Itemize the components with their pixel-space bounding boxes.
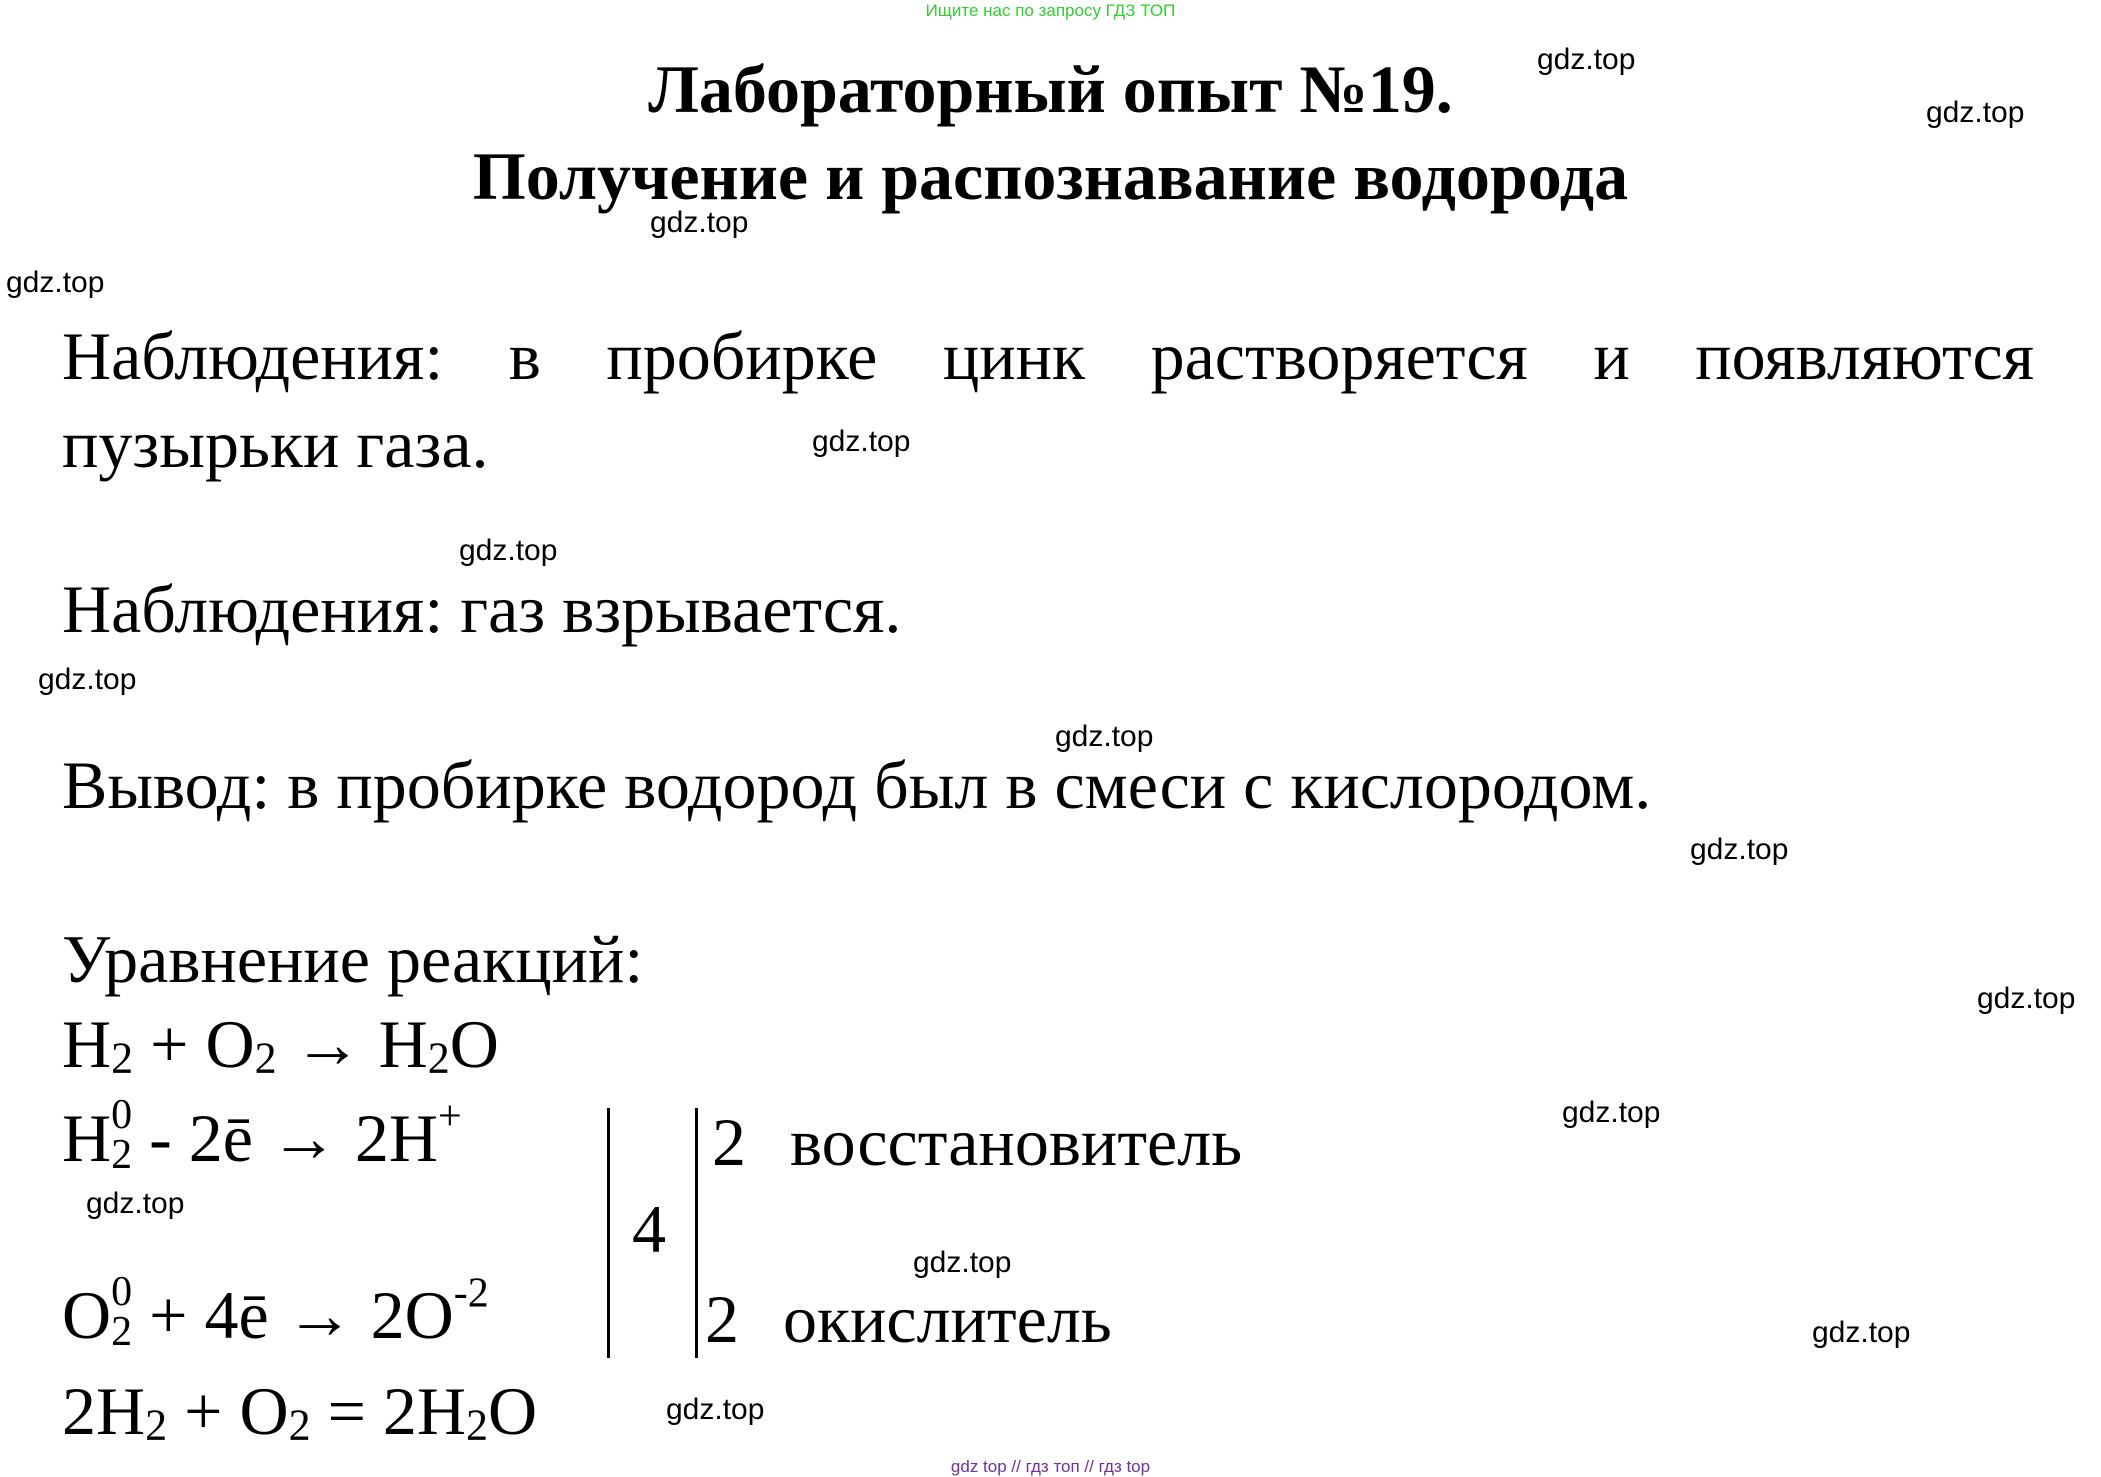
role-oxidizer: окислитель [783,1281,1112,1357]
half-reaction-oxygen: O 0 2 + 4ē → $2O^{-2}$ [62,1269,489,1355]
balance-coef-2: 2 [705,1281,739,1357]
watermark: gdz.top [913,1246,1012,1279]
watermark: gdz.top [86,1187,185,1220]
watermark: gdz.top [812,425,911,458]
top-banner[interactable]: Ищите нас по запросу ГДЗ ТОП [925,1,1176,20]
watermark: gdz.top [1926,96,2025,129]
watermark: gdz.top [1690,833,1789,866]
equations-heading: Уравнение реакций: [62,921,644,997]
page-title: Лабораторный опыт №19. [648,51,1453,127]
balance-lcm: 4 [632,1191,666,1267]
balance-right-bar [695,1108,698,1358]
watermark: gdz.top [459,534,558,567]
final-equation: $2H_2 + O_2 = 2H_2O$ [62,1373,538,1450]
watermark: gdz.top [650,206,749,239]
watermark: gdz.top [1537,43,1636,76]
page-subtitle: Получение и распознавание водорода [472,138,1629,214]
watermark: gdz.top [1812,1316,1911,1349]
observation-2: Наблюдения: газ взрывается. [62,571,902,647]
watermark: gdz.top [1977,982,2076,1015]
half-reaction-hydrogen: H 0 2 - 2ē → 2H+ [62,1092,462,1178]
watermark: gdz.top [1055,720,1154,753]
watermark: gdz.top [38,663,137,696]
reaction-equation: $H_2 + O_2 \to H_2O$ [62,1006,499,1083]
footer-links[interactable]: gdz top // гдз топ // гдз top [950,1457,1151,1476]
balance-left-bar [607,1108,610,1358]
role-reducer: восстановитель [790,1104,1243,1180]
conclusion: Вывод: в пробирке водород был в смеси с кислородом. [62,747,1652,823]
watermark: gdz.top [6,266,105,299]
observation-1: Наблюдения: в пробирке цинк растворяется и появляются пузырьки газа. [62,318,2034,482]
watermark: gdz.top [1562,1096,1661,1129]
watermark: gdz.top [666,1393,765,1426]
balance-coef-1: 2 [712,1104,746,1180]
